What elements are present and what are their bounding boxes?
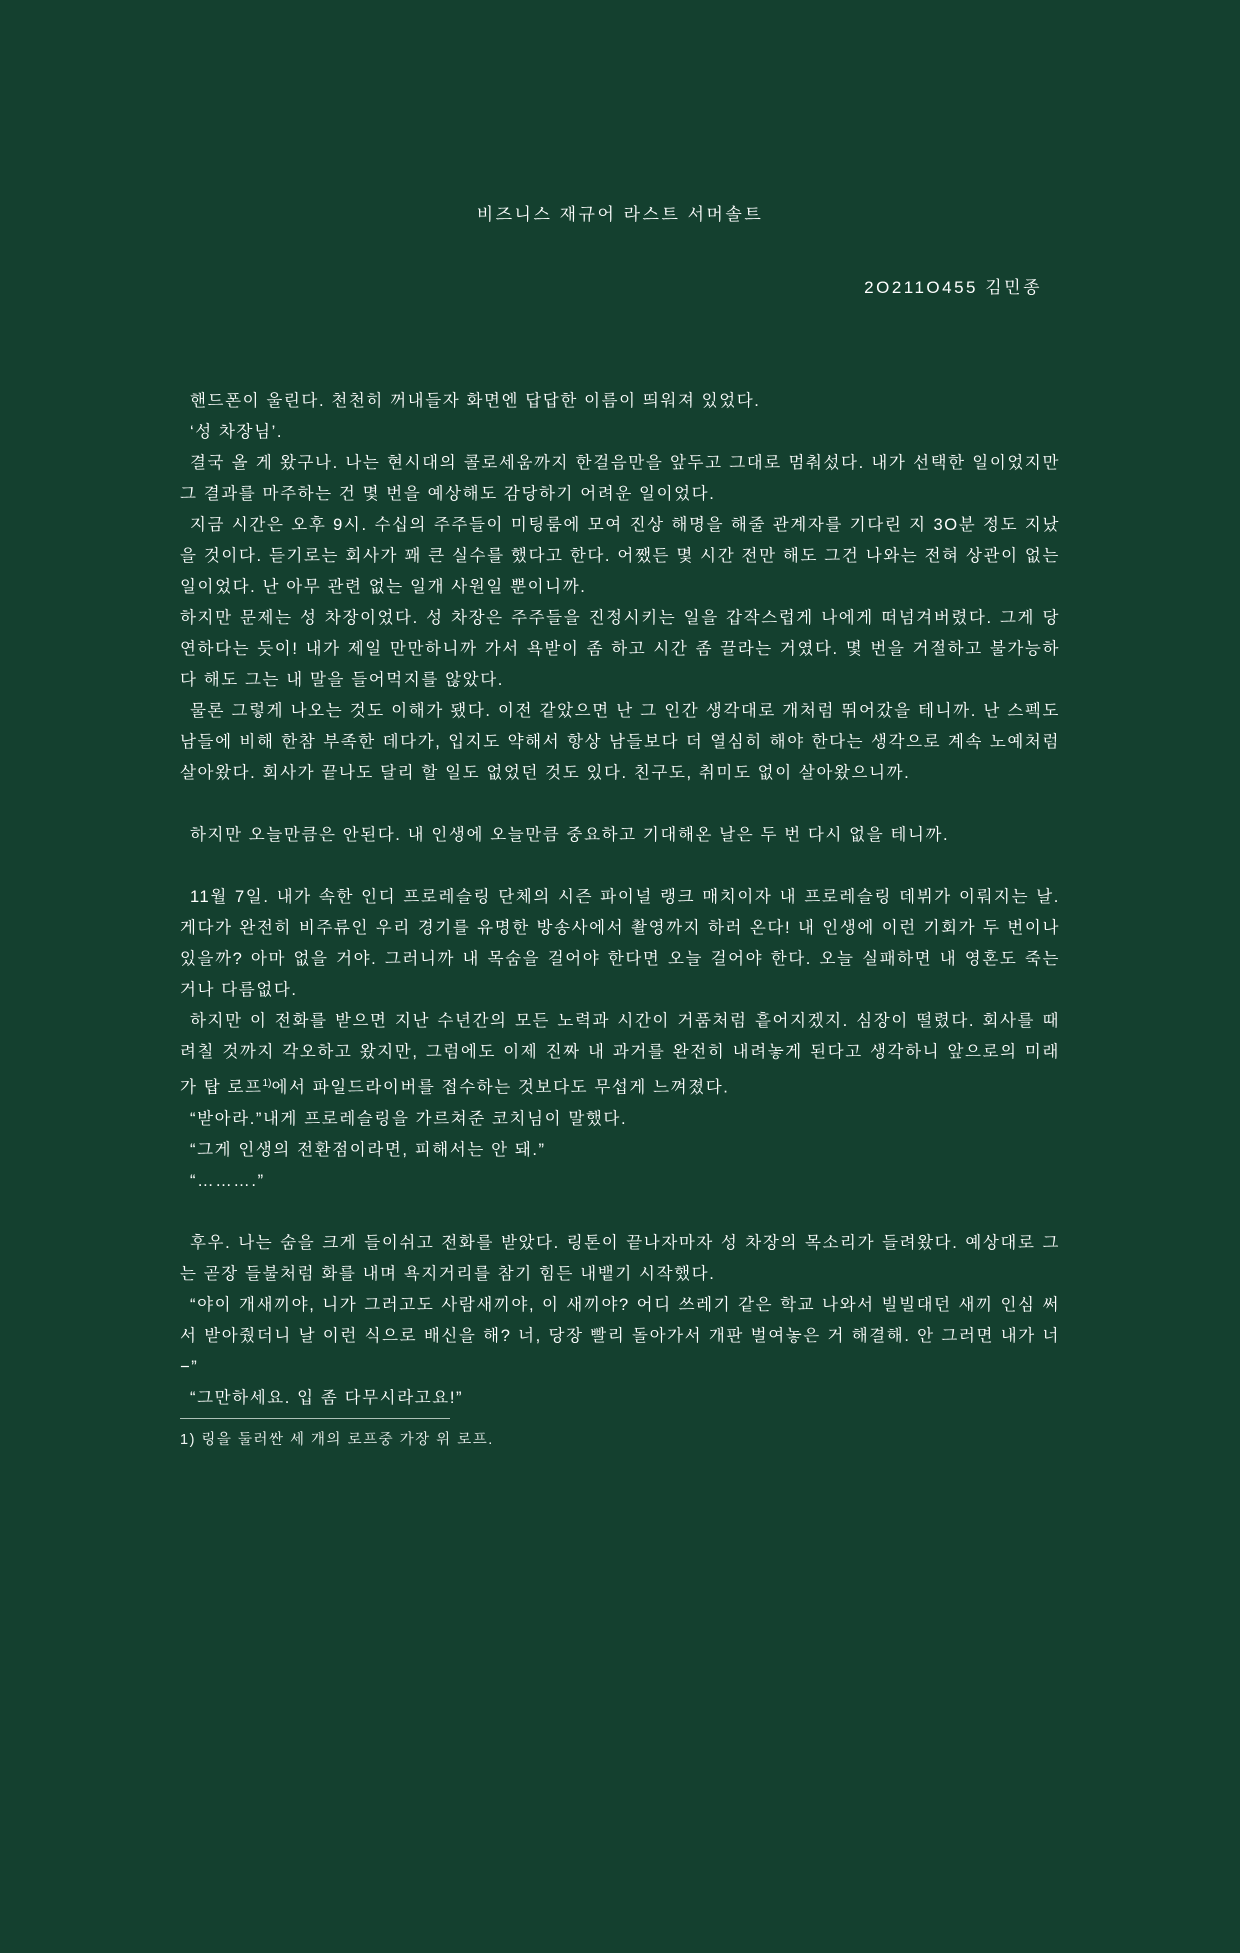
- paragraph: “그만하세요. 입 좀 다무시라고요!”: [190, 1388, 464, 1407]
- paragraph: “야이 개새끼야, 니가 그러고도 사람새끼야, 이 새끼야? 어디 쓰레기 같은 학교 나와서 빌빌대던 새끼 인심 써서 받아줬더니 날 이런 식으로 배신을 해? 너, 당장 빨리 돌아가서 개판 벌여놓은 거 해결해. 안 그러면 내가 너−”: [180, 1295, 1060, 1376]
- paragraph: ‘성 차장님’.: [190, 423, 284, 441]
- paragraph: 하지만 이 전화를 받으면 지난 수년간의 모든 노력과 시간이 거품처럼 흩어지겠지. 심장이 떨렸다. 회사를 때려칠 것까지 각오하고 왔지만, 그럼에도 이제 진짜 내 과거를 완전히 내려놓게 된다고 생각하니 앞으로의 미래가 탑 로프$^{1)}$에서 파일드라이버를 접수하는 것보다도 무섭게 느껴졌다.: [180, 1012, 1060, 1097]
- author-line: 2O211O455 김민종: [864, 278, 1042, 297]
- footnote-separator: [180, 1418, 450, 1419]
- paragraph: 지금 시간은 오후 9시. 수십의 주주들이 미팅룸에 모여 진상 해명을 해줄 관계자를 기다린 지 3O분 정도 지났을 것이다. 듣기로는 회사가 꽤 큰 실수를 했다고 한다. 어쨌든 몇 시간 전만 해도 그건 나와는 전혀 상관이 없는 일이었다. 난 아무 관련 없는 일개 사원일 뿐이니까.: [180, 516, 1060, 596]
- paragraph: 11월 7일. 내가 속한 인디 프로레슬링 단체의 시즌 파이널 랭크 매치이자 내 프로레슬링 데뷔가 이뤄지는 날. 게다가 완전히 비주류인 우리 경기를 유명한 방송사에서 촬영까지 하러 온다! 내 인생에 이런 기회가 두 번이나 있을까? 아마 없을 거야. 그러니까 내 목숨을 걸어야 한다면 오늘 걸어야 한다. 오늘 실패하면 내 영혼도 죽는 거나 다름없다.: [180, 888, 1060, 999]
- paragraph: 후우. 나는 숨을 크게 들이쉬고 전화를 받았다. 링톤이 끝나자마자 성 차장의 목소리가 들려왔다. 예상대로 그는 곧장 들불처럼 화를 내며 욕지거리를 참기 힘든 내뱉기 시작했다.: [180, 1233, 1060, 1283]
- paragraph-spacer: [180, 1197, 1060, 1228]
- paragraph: 하지만 문제는 성 차장이었다. 성 차장은 주주들을 진정시키는 일을 갑작스럽게 나에게 떠넘겨버렸다. 그게 당연하다는 듯이! 내가 제일 만만하니까 가서 욕받이 좀 하고 시간 좀 끌라는 거였다. 몇 번을 거절하고 불가능하다 해도 그는 내 말을 들어먹지를 않았다.: [180, 609, 1060, 689]
- paragraph: 핸드폰이 울린다. 천천히 꺼내들자 화면엔 답답한 이름이 띄워져 있었다.: [190, 392, 761, 410]
- paragraph: 결국 올 게 왔구나. 나는 현시대의 콜로세움까지 한걸음만을 앞두고 그대로 멈춰섰다. 내가 선택한 일이었지만 그 결과를 마주하는 건 몇 번을 예상해도 감당하기 어려운 일이었다.: [180, 454, 1060, 503]
- paragraph: “받아라.”내게 프로레슬링을 가르쳐준 코치님이 말했다.: [190, 1109, 628, 1128]
- footnote-text: 1) 링을 둘러싼 세 개의 로프중 가장 위 로프.: [180, 1431, 494, 1448]
- paragraph-spacer: [180, 851, 1060, 882]
- paragraph: “그게 인생의 전환점이라면, 피해서는 안 돼.”: [190, 1140, 546, 1159]
- paragraph: “……….”: [190, 1171, 265, 1190]
- document-page: [0, 200, 1240, 1953]
- document-body: [180, 386, 1060, 1414]
- page-title: 비즈니스 재규어 라스트 서머솔트: [476, 205, 764, 224]
- footnote-marker[interactable]: 1): [262, 1078, 272, 1089]
- paragraph: 물론 그렇게 나오는 것도 이해가 됐다. 이전 같았으면 난 그 인간 생각대로 개처럼 뛰어갔을 테니까. 난 스펙도 남들에 비해 한참 부족한 데다가, 입지도 약해서 항상 남들보다 더 열심히 해야 한다는 생각으로 계속 노예처럼 살아왔다. 회사가 끝나도 달리 할 일도 없었던 것도 있다. 친구도, 취미도 없이 살아왔으니까.: [180, 702, 1060, 782]
- paragraph-spacer: [180, 789, 1060, 820]
- paragraph: 하지만 오늘만큼은 안된다. 내 인생에 오늘만큼 중요하고 기대해온 날은 두 번 다시 없을 테니까.: [190, 826, 950, 844]
